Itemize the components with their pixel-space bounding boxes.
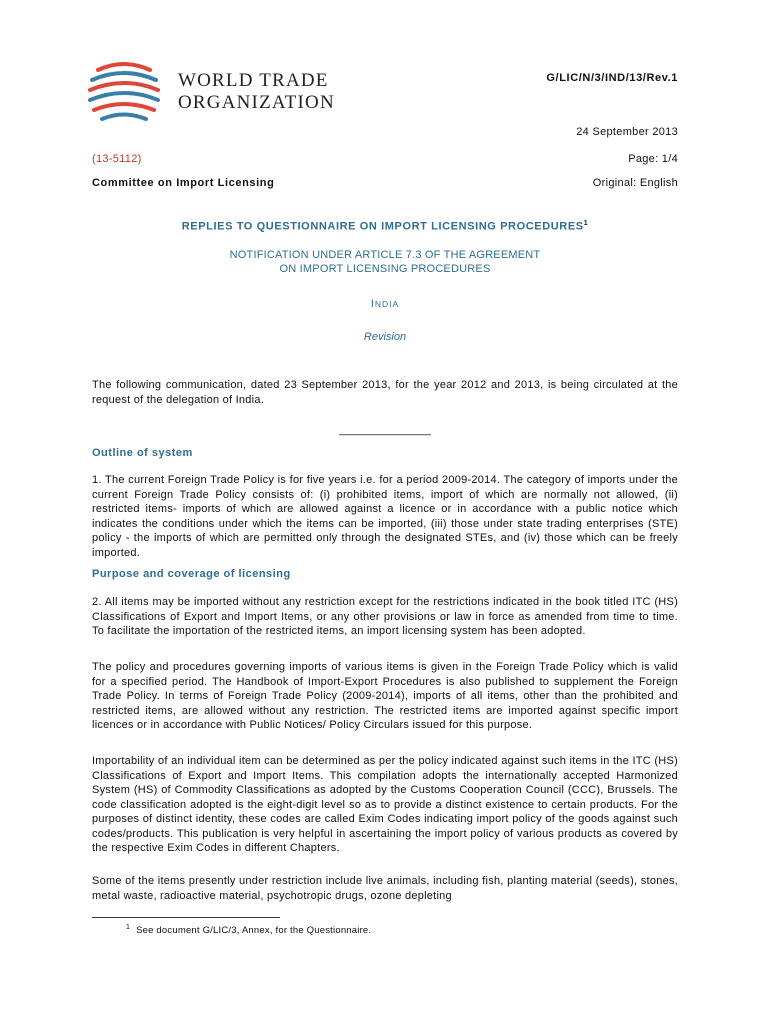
job-number: (13-5112) bbox=[92, 153, 142, 165]
org-name-line2: ORGANIZATION bbox=[178, 92, 335, 113]
document-date: 24 September 2013 bbox=[576, 126, 678, 138]
country-initial: I bbox=[370, 298, 375, 310]
purpose-heading: Purpose and coverage of licensing bbox=[92, 568, 291, 580]
original-language: Original: English bbox=[592, 177, 678, 189]
document-subtitle bbox=[92, 248, 678, 276]
org-name-line1: WORLD TRADE bbox=[178, 70, 329, 91]
section-divider: _______________ bbox=[339, 424, 431, 436]
footnote bbox=[126, 924, 371, 936]
title-footnote-ref: 1 bbox=[583, 220, 589, 227]
footnote-number: 1 bbox=[126, 924, 131, 931]
wto-emblem-icon bbox=[84, 58, 164, 128]
document-symbol: G/LIC/N/3/IND/13/Rev.1 bbox=[546, 72, 678, 84]
paragraph-5: Some of the items presently under restriction include live animals, including fish, planting material (seeds), stones, metal waste, radioactive material, psychotropic drugs, ozone depleting bbox=[92, 875, 678, 902]
title-text: REPLIES TO QUESTIONNAIRE ON IMPORT LICENSING PROCEDURES bbox=[181, 220, 584, 233]
footnote-rule bbox=[92, 917, 280, 918]
revision-label: Revision bbox=[363, 331, 407, 343]
paragraph-4: Importability of an individual item can be determined as per the policy indicated against such items in the ITC (HS) Classifications of Export and Import Items. This compilation adopts the internationally accepted Harmonized System (HS) of Commodity Classifications as adopted by the Customs Cooperation Council (CCC), Brussels. The code classification adopted is the eight-digit level so as to provide a distinct existence to certain products. For the purposes of distinct identity, these codes are called Exim Codes indicating import policy of the goods against such codes/products. This publication is very helpful in ascertaining the import policy of various products as covered by the respective Exim Codes in different Chapters. bbox=[92, 755, 678, 854]
paragraph-2: 2. All items may be imported without any restriction except for the restrictions indicated in the book titled ITC (HS) Classifications of Export and Import Items, or any other provisions or law in force as amended from time to time. To facilitate the importation of the restricted items, an import licensing system has been adopted. bbox=[92, 596, 678, 637]
intro-paragraph: The following communication, dated 23 September 2013, for the year 2012 and 2013, is being circulated at the request of the delegation of India. bbox=[92, 379, 678, 406]
paragraph-1: 1. The current Foreign Trade Policy is for five years i.e. for a period 2009-2014. The category of imports under the current Foreign Trade Policy consists of: (i) prohibited items, import of which are normally not allowed, (ii) restricted items- imports of which are allowed against a licence or in accordance with a public notice which indicates the conditions under which the items can be imported, (iii) those under state trading enterprises (STE) policy - the imports of which are permitted only through the designated STEs, and (iv) those which can be freely imported. bbox=[92, 474, 678, 559]
outline-heading: Outline of system bbox=[92, 447, 193, 459]
organization-name bbox=[178, 70, 335, 114]
subtitle-line2: ON IMPORT LICENSING PROCEDURES bbox=[279, 263, 491, 275]
footnote-text: See document G/LIC/3, Annex, for the Questionnaire. bbox=[136, 925, 372, 937]
wto-logo bbox=[84, 58, 344, 128]
paragraph-3: The policy and procedures governing imports of various items is given in the Foreign Trade Policy which is valid for a specified period. The Handbook of Import-Export Procedures is also published to supplement the Foreign Trade Policy. In terms of Foreign Trade Policy (2009-2014), imports of all items, other than the prohibited and restricted items, are allowed without any restriction. The restricted items are imported against specific import licences or in accordance with Public Notices/ Policy Circulars issued for this purpose. bbox=[92, 661, 678, 731]
document-title bbox=[92, 220, 678, 233]
subtitle-line1: NOTIFICATION UNDER ARTICLE 7.3 OF THE AGREEMENT bbox=[229, 249, 541, 261]
country-name bbox=[92, 298, 678, 310]
country-rest: NDIA bbox=[374, 299, 400, 309]
page-number: Page: 1/4 bbox=[628, 153, 678, 165]
committee-name: Committee on Import Licensing bbox=[92, 177, 275, 189]
